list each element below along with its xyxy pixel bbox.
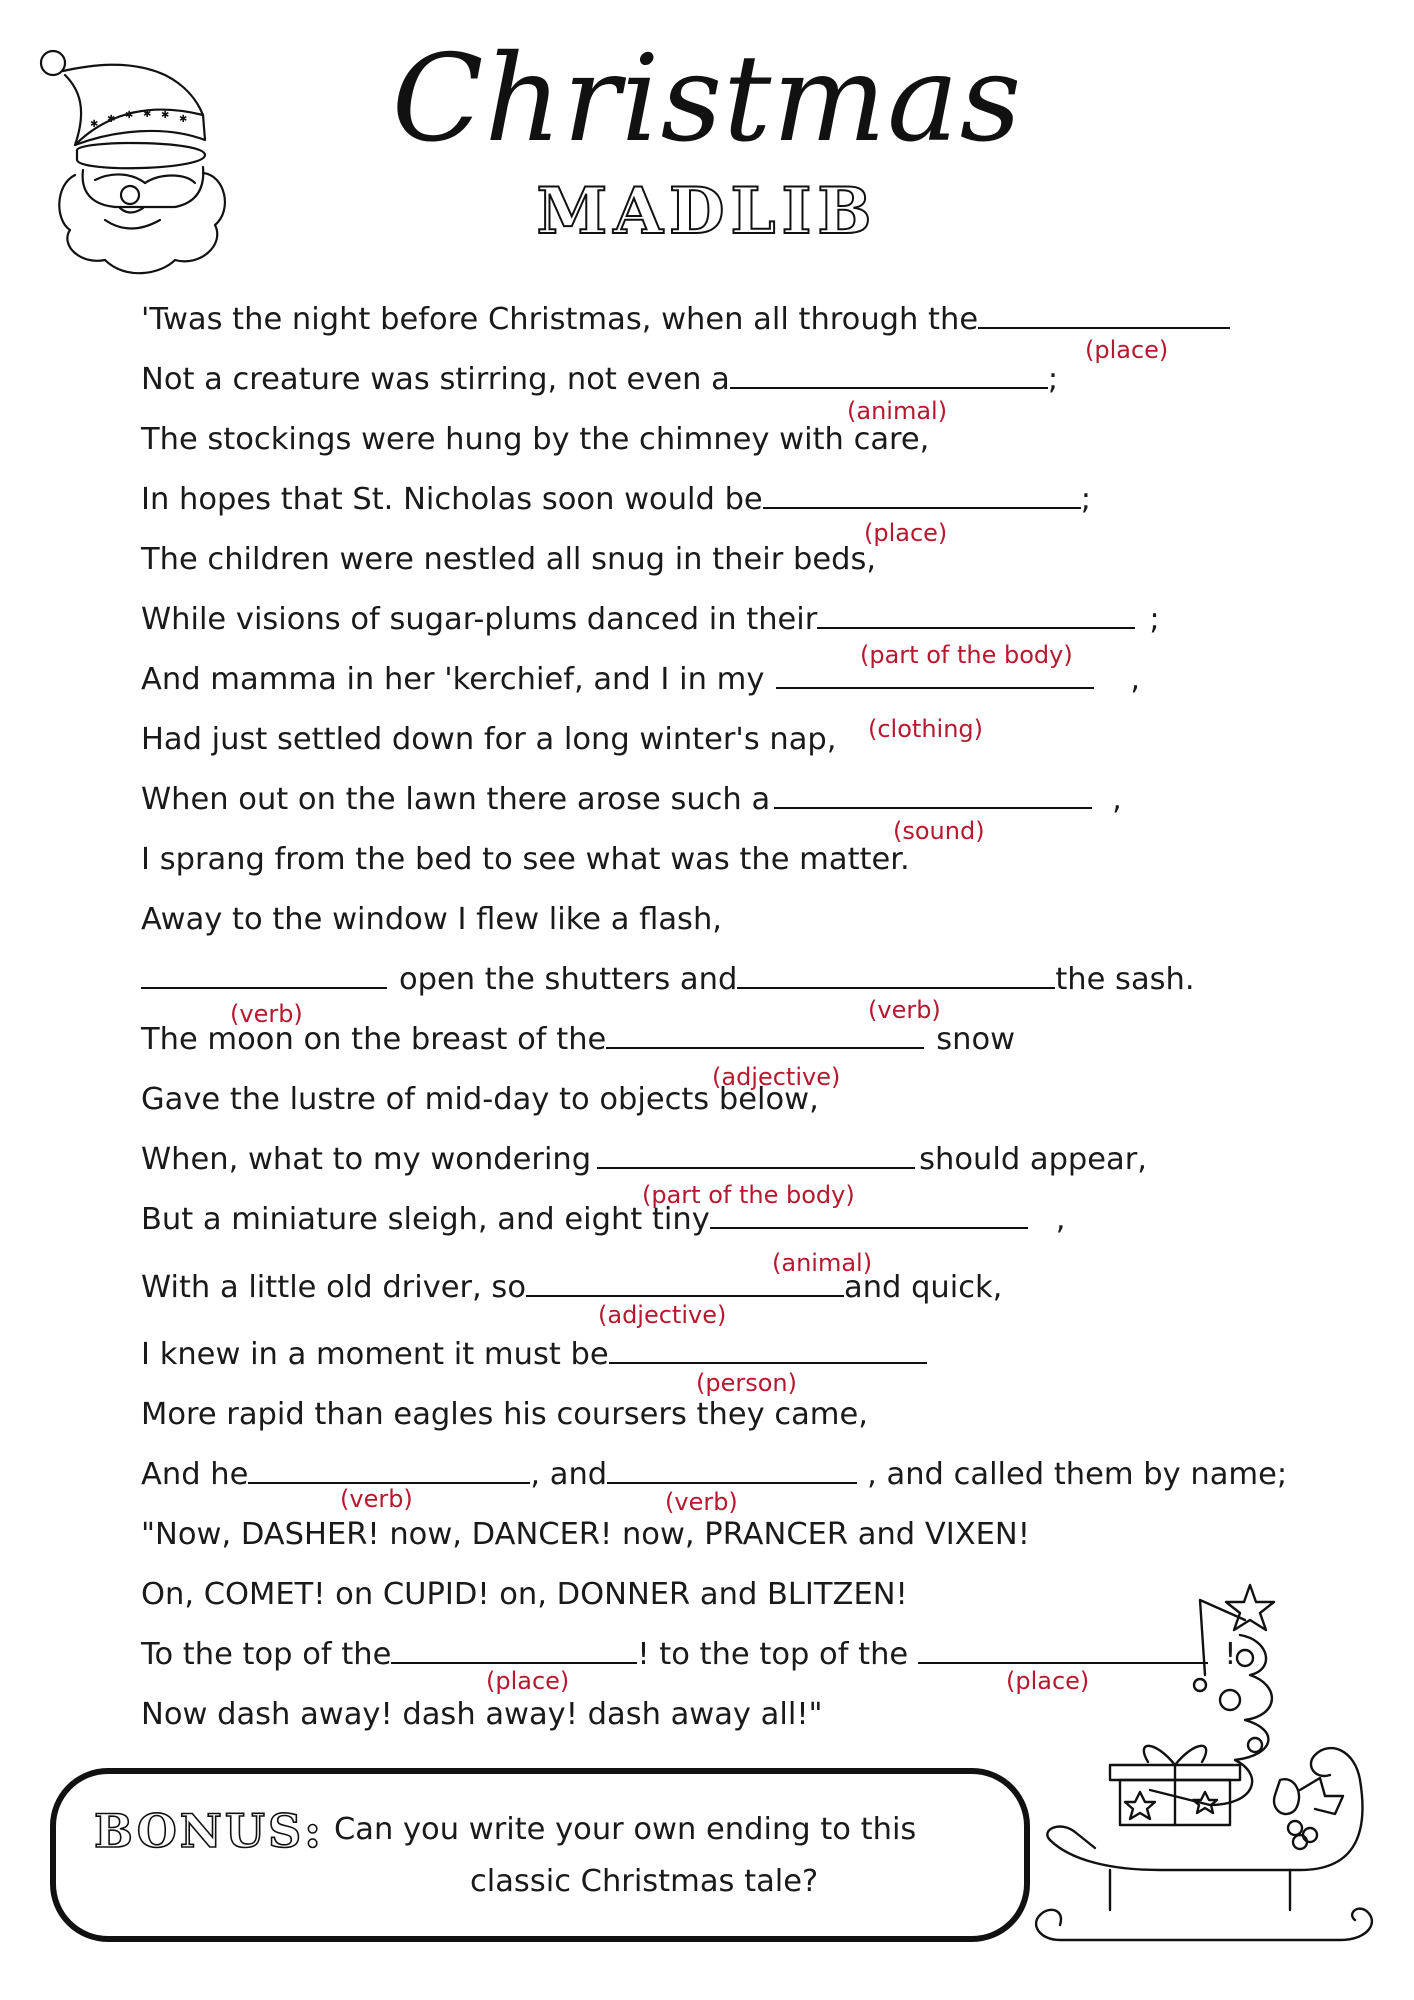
blank-field[interactable]: [607, 1456, 857, 1484]
blank-field[interactable]: [978, 301, 1230, 329]
blank-field[interactable]: [776, 661, 1094, 689]
poem-line: When, what to my wondering should appear,: [141, 1142, 1147, 1177]
hint-place: (place): [864, 519, 948, 547]
poem-line: Not a creature was stirring, not even a ;: [141, 362, 1059, 397]
hint-part-of-body: (part of the body): [860, 641, 1073, 669]
poem-line: I sprang from the bed to see what was the matter.: [141, 842, 910, 877]
svg-text:✱: ✱: [125, 110, 134, 121]
svg-text:✱: ✱: [143, 109, 152, 120]
blank-field[interactable]: [710, 1201, 1028, 1229]
poem-line: open the shutters and the sash.: [141, 960, 1195, 1000]
svg-text:✱: ✱: [90, 119, 99, 130]
blank-field[interactable]: [597, 1141, 915, 1169]
poem-line: I knew in a moment it must be: [141, 1335, 927, 1375]
bonus-box: [50, 1768, 1030, 1942]
hint-verb: (verb): [868, 996, 941, 1024]
poem-line: Gave the lustre of mid-day to objects below,: [141, 1082, 819, 1117]
hint-clothing: (clothing): [868, 715, 984, 743]
hint-adjective: (adjective): [712, 1063, 841, 1091]
poem-line: And he , and , and called them by name;: [141, 1457, 1288, 1492]
poem-line: The moon on the breast of the snow: [141, 1022, 1016, 1057]
poem-line: 'Twas the night before Christmas, when all through the: [141, 300, 1230, 340]
poem-line: But a miniature sleigh, and eight tiny ,: [141, 1202, 1066, 1237]
hint-verb: (verb): [665, 1488, 738, 1516]
poem-line: With a little old driver, so and quick,: [141, 1270, 1003, 1305]
blank-field[interactable]: [606, 1021, 924, 1049]
poem-line: "Now, DASHER! now, DANCER! now, PRANCER and VIXEN!: [141, 1517, 1030, 1552]
poem-line: The children were nestled all snug in their beds,: [141, 542, 877, 577]
poem-line: To the top of the ! to the top of the !: [141, 1637, 1237, 1672]
hint-part-of-body: (part of the body): [642, 1181, 855, 1209]
hint-sound: (sound): [893, 817, 985, 845]
poem-line: While visions of sugar-plums danced in their ;: [141, 602, 1160, 637]
hint-animal: (animal): [847, 397, 948, 425]
poem-line: Had just settled down for a long winter's nap,: [141, 722, 837, 757]
title-script: Christmas: [391, 30, 1023, 169]
blank-field[interactable]: [737, 961, 1055, 989]
hint-verb: (verb): [340, 1485, 413, 1513]
poem-line: And mamma in her 'kerchief, and I in my ,: [141, 662, 1141, 697]
blank-field[interactable]: [526, 1269, 844, 1297]
poem-line: The stockings were hung by the chimney with care,: [141, 422, 930, 457]
title-madlib: MADLIB: [536, 174, 878, 249]
poem-line: In hopes that St. Nicholas soon would be ;: [141, 482, 1091, 517]
poem-line: When out on the lawn there arose such a ,: [141, 782, 1122, 817]
blank-field[interactable]: [817, 601, 1135, 629]
bonus-text-line-1: Can you write your own ending to this: [334, 1812, 917, 1847]
poem-line: More rapid than eagles his coursers they came,: [141, 1397, 868, 1432]
hint-person: (person): [696, 1369, 797, 1397]
bonus-label: BONUS:: [94, 1804, 325, 1858]
blank-field[interactable]: [730, 361, 1048, 389]
poem-line: Away to the window I flew like a flash,: [141, 902, 722, 937]
hint-animal: (animal): [772, 1249, 873, 1277]
svg-text:✱: ✱: [161, 110, 170, 121]
blank-field[interactable]: [248, 1456, 530, 1484]
hint-adjective: (adjective): [598, 1301, 727, 1329]
hint-place: (place): [1006, 1667, 1090, 1695]
blank-field[interactable]: [763, 481, 1081, 509]
svg-text:✱: ✱: [107, 114, 116, 125]
blank-field[interactable]: [774, 781, 1092, 809]
hint-place: (place): [486, 1667, 570, 1695]
poem-line: Now dash away! dash away! dash away all!": [141, 1697, 823, 1732]
hint-verb: (verb): [230, 1000, 303, 1028]
blank-field[interactable]: [609, 1336, 927, 1364]
svg-text:✱: ✱: [179, 114, 188, 125]
sleigh-illustration: [1030, 1580, 1390, 1980]
blank-field[interactable]: [391, 1636, 637, 1664]
poem-line: On, COMET! on CUPID! on, DONNER and BLITZEN!: [141, 1577, 908, 1612]
bonus-text-line-2: classic Christmas tale?: [470, 1864, 819, 1899]
hint-place: (place): [1085, 336, 1169, 364]
blank-field[interactable]: [141, 961, 387, 989]
